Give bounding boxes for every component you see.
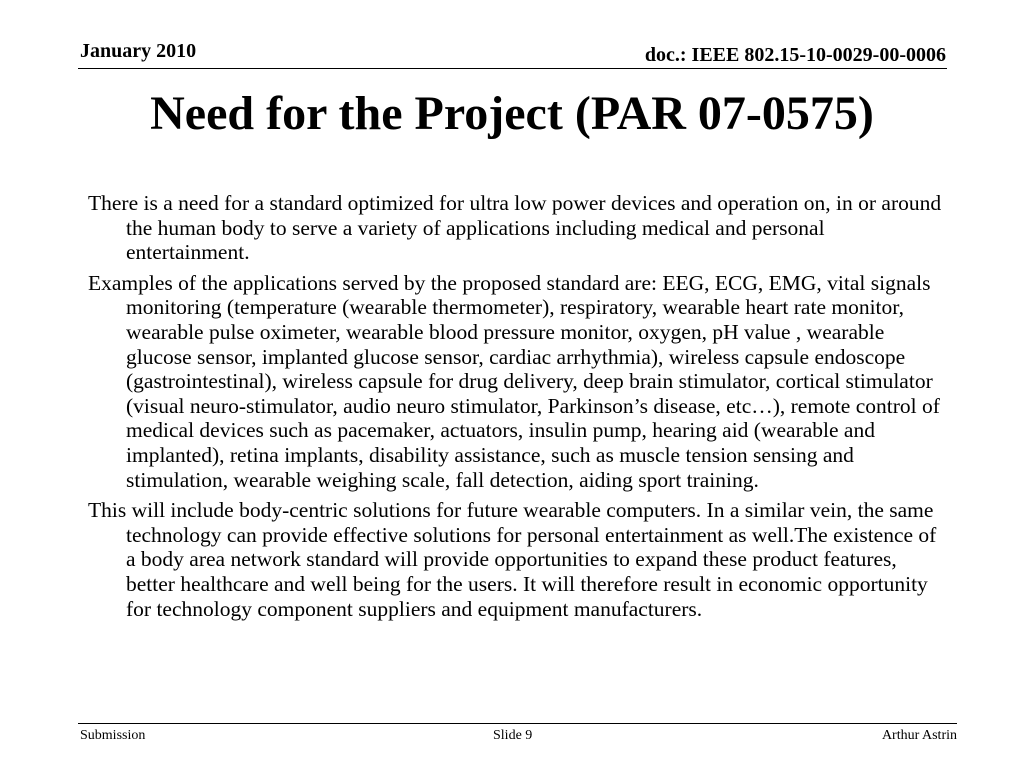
slide-title: Need for the Project (PAR 07-0575) bbox=[150, 87, 874, 140]
header-date: January 2010 bbox=[80, 40, 197, 62]
body-paragraph-need: There is a need for a standard optimized for ultra low power devices and operation on, in or around the human body to serve a variety of applications including medical and personal entertainment. bbox=[88, 191, 942, 265]
body-paragraph-benefits: This will include body-centric solutions for future wearable computers. In a similar vein, the same technology can provide effective solutions for personal entertainment as well.The existence of a body area network standard will provide opportunities to expand these product features, better healthcare and well being for the users. It will therefore result in economic opportunity for technology component suppliers and equipment manufacturers. bbox=[88, 498, 937, 621]
header-divider bbox=[78, 68, 947, 69]
footer-divider bbox=[78, 723, 957, 724]
footer-submission: Submission bbox=[80, 728, 146, 743]
footer-author: Arthur Astrin bbox=[881, 728, 957, 743]
header-doc-id: doc.: IEEE 802.15-10-0029-00-0006 bbox=[644, 44, 946, 66]
body-paragraph-examples: Examples of the applications served by the proposed standard are: EEG, ECG, EMG, vital signals monitoring (temperature (wearable thermometer), respiratory, wearable heart rate monitor, wearable pulse oximeter, wearable blood pressure monitor, oxygen, pH value , wearable glucose sensor, implanted glucose sensor, cardiac arrhythmia), wireless capsule endoscope (gastrointestinal), wireless capsule for drug delivery, deep brain stimulator, cortical stimulator (visual neuro-stimulator, audio neuro stimulator, Parkinson’s disease, etc…), remote control of medical devices such as pacemaker, actuators, insulin pump, hearing aid (wearable and implanted), retina implants, disability assistance, such as muscle tension sensing and stimulation, wearable weighing scale, fall detection, aiding sport training. bbox=[88, 270, 940, 492]
slide-body bbox=[88, 191, 948, 627]
footer-slide-number: Slide 9 bbox=[493, 728, 533, 743]
